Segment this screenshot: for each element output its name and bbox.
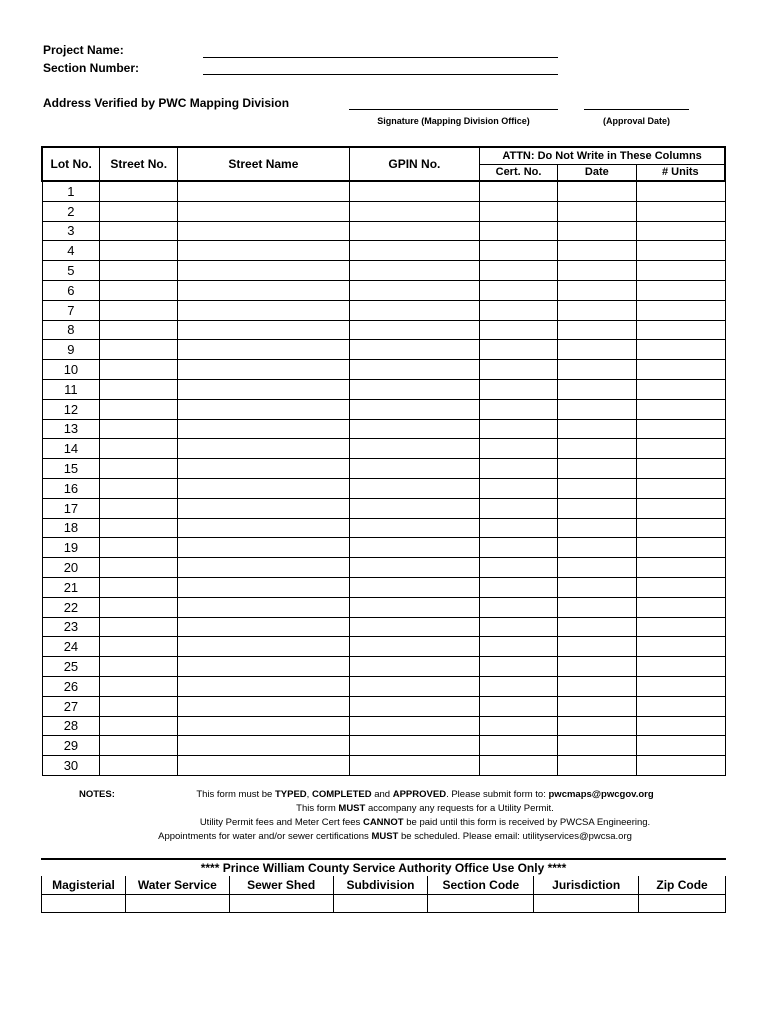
street-name-cell[interactable] [178, 201, 349, 221]
street-name-cell[interactable] [178, 756, 349, 776]
units-cell[interactable] [636, 637, 725, 657]
date-cell[interactable] [557, 300, 636, 320]
date-cell[interactable] [557, 756, 636, 776]
date-cell[interactable] [557, 280, 636, 300]
street-no-cell[interactable] [100, 617, 178, 637]
units-cell[interactable] [636, 676, 725, 696]
street-no-cell[interactable] [100, 181, 178, 201]
units-cell[interactable] [636, 379, 725, 399]
units-cell[interactable] [636, 419, 725, 439]
col-header-street-name: Street Name [178, 147, 349, 181]
table-row [42, 518, 725, 538]
table-row [42, 637, 725, 657]
street-name-cell[interactable] [178, 360, 349, 380]
signature-field[interactable] [349, 109, 558, 110]
street-name-cell[interactable] [178, 617, 349, 637]
cert-no-cell[interactable] [480, 320, 558, 340]
lot-number: 26 [42, 676, 100, 696]
cert-no-cell[interactable] [480, 756, 558, 776]
date-cell[interactable] [557, 696, 636, 716]
street-no-cell[interactable] [100, 558, 178, 578]
notes-line-3: Utility Permit fees and Meter Cert fees CANNOT be paid until this form is received by PWCSA Engineering. [199, 817, 651, 828]
gpin-no-cell[interactable] [349, 459, 480, 479]
units-cell[interactable] [636, 538, 725, 558]
cert-no-cell[interactable] [480, 637, 558, 657]
units-cell[interactable] [636, 518, 725, 538]
street-no-cell[interactable] [100, 676, 178, 696]
units-cell[interactable] [636, 657, 725, 677]
gpin-no-cell[interactable] [349, 696, 480, 716]
office-col-water-service: Water Service [125, 876, 229, 894]
office-cell-jurisdiction[interactable] [534, 894, 639, 912]
cert-no-cell[interactable] [480, 360, 558, 380]
street-name-cell[interactable] [178, 518, 349, 538]
lot-number: 11 [42, 379, 100, 399]
lot-number: 28 [42, 716, 100, 736]
date-cell[interactable] [557, 261, 636, 281]
table-row [42, 439, 725, 459]
date-cell[interactable] [557, 617, 636, 637]
col-header-units: # Units [636, 164, 725, 181]
office-col-subdivision: Subdivision [333, 876, 428, 894]
gpin-no-cell[interactable] [349, 320, 480, 340]
street-name-cell[interactable] [178, 716, 349, 736]
units-cell[interactable] [636, 300, 725, 320]
street-name-cell[interactable] [178, 498, 349, 518]
street-name-cell[interactable] [178, 300, 349, 320]
gpin-no-cell[interactable] [349, 181, 480, 201]
col-header-cert-no: Cert. No. [480, 164, 558, 181]
cert-no-cell[interactable] [480, 617, 558, 637]
table-row [42, 201, 725, 221]
units-cell[interactable] [636, 696, 725, 716]
street-name-cell[interactable] [178, 676, 349, 696]
street-no-cell[interactable] [100, 399, 178, 419]
date-cell[interactable] [557, 478, 636, 498]
street-no-cell[interactable] [100, 696, 178, 716]
lot-number: 2 [42, 201, 100, 221]
street-no-cell[interactable] [100, 459, 178, 479]
date-cell[interactable] [557, 577, 636, 597]
cert-no-cell[interactable] [480, 716, 558, 736]
units-cell[interactable] [636, 558, 725, 578]
cert-no-cell[interactable] [480, 419, 558, 439]
lot-number: 15 [42, 459, 100, 479]
cert-no-cell[interactable] [480, 478, 558, 498]
office-col-magisterial: Magisterial [42, 876, 126, 894]
street-name-cell[interactable] [178, 597, 349, 617]
lot-number: 7 [42, 300, 100, 320]
attn-header: ATTN: Do Not Write in These Columns [480, 147, 725, 164]
street-no-cell[interactable] [100, 756, 178, 776]
table-row [42, 379, 725, 399]
street-name-cell[interactable] [178, 459, 349, 479]
gpin-no-cell[interactable] [349, 399, 480, 419]
lot-number: 19 [42, 538, 100, 558]
notes-line-4: Appointments for water and/or sewer certifications MUST be scheduled. Please email: utilityservices@pwcsa.org [158, 831, 632, 842]
cert-no-cell[interactable] [480, 379, 558, 399]
table-row [42, 360, 725, 380]
date-cell[interactable] [557, 379, 636, 399]
lot-number: 4 [42, 241, 100, 261]
cert-no-cell[interactable] [480, 261, 558, 281]
table-row [42, 696, 725, 716]
table-row [42, 538, 725, 558]
units-cell[interactable] [636, 280, 725, 300]
col-header-lot-no: Lot No. [42, 147, 100, 181]
section-number-field[interactable] [203, 74, 558, 75]
office-col-jurisdiction: Jurisdiction [534, 876, 639, 894]
table-row [42, 756, 725, 776]
section-number-label: Section Number: [43, 61, 140, 75]
date-cell[interactable] [557, 320, 636, 340]
table-row [42, 478, 725, 498]
street-no-cell[interactable] [100, 478, 178, 498]
street-name-cell[interactable] [178, 261, 349, 281]
lot-number: 25 [42, 657, 100, 677]
lot-number: 3 [42, 221, 100, 241]
cert-no-cell[interactable] [480, 340, 558, 360]
lot-number: 21 [42, 577, 100, 597]
office-divider [41, 858, 726, 860]
units-cell[interactable] [636, 181, 725, 201]
lot-number: 13 [42, 419, 100, 439]
street-no-cell[interactable] [100, 280, 178, 300]
table-row [42, 280, 725, 300]
table-row [42, 221, 725, 241]
units-cell[interactable] [636, 736, 725, 756]
date-cell[interactable] [557, 399, 636, 419]
street-name-cell[interactable] [178, 558, 349, 578]
date-cell[interactable] [557, 241, 636, 261]
units-cell[interactable] [636, 439, 725, 459]
gpin-no-cell[interactable] [349, 261, 480, 281]
street-name-cell[interactable] [178, 320, 349, 340]
project-name-field[interactable] [203, 57, 558, 58]
gpin-no-cell[interactable] [349, 241, 480, 261]
street-no-cell[interactable] [100, 300, 178, 320]
date-cell[interactable] [557, 716, 636, 736]
table-row [42, 617, 725, 637]
approval-date-caption: (Approval Date) [602, 116, 670, 126]
date-cell[interactable] [557, 498, 636, 518]
units-cell[interactable] [636, 201, 725, 221]
units-cell[interactable] [636, 320, 725, 340]
table-row [42, 558, 725, 578]
street-name-cell[interactable] [178, 181, 349, 201]
street-no-cell[interactable] [100, 201, 178, 221]
street-name-cell[interactable] [178, 439, 349, 459]
units-cell[interactable] [636, 716, 725, 736]
street-no-cell[interactable] [100, 241, 178, 261]
lot-number: 24 [42, 637, 100, 657]
date-cell[interactable] [557, 439, 636, 459]
lot-number: 6 [42, 280, 100, 300]
cert-no-cell[interactable] [480, 676, 558, 696]
gpin-no-cell[interactable] [349, 478, 480, 498]
gpin-no-cell[interactable] [349, 538, 480, 558]
gpin-no-cell[interactable] [349, 360, 480, 380]
street-name-cell[interactable] [178, 340, 349, 360]
gpin-no-cell[interactable] [349, 221, 480, 241]
lot-number: 14 [42, 439, 100, 459]
street-no-cell[interactable] [100, 320, 178, 340]
table-row [42, 498, 725, 518]
street-no-cell[interactable] [100, 261, 178, 281]
gpin-no-cell[interactable] [349, 577, 480, 597]
street-name-cell[interactable] [178, 637, 349, 657]
table-row [42, 241, 725, 261]
gpin-no-cell[interactable] [349, 637, 480, 657]
date-cell[interactable] [557, 459, 636, 479]
date-cell[interactable] [557, 558, 636, 578]
col-header-gpin-no: GPIN No. [349, 147, 480, 181]
lot-number: 22 [42, 597, 100, 617]
table-row [42, 320, 725, 340]
lot-number: 5 [42, 261, 100, 281]
table-row [42, 597, 725, 617]
street-name-cell[interactable] [178, 657, 349, 677]
office-use-title: **** Prince William County Service Authority Office Use Only **** [200, 861, 567, 875]
cert-no-cell[interactable] [480, 498, 558, 518]
cert-no-cell[interactable] [480, 538, 558, 558]
notes-line-2: This form MUST accompany any requests for a Utility Permit. [296, 803, 554, 814]
units-cell[interactable] [636, 459, 725, 479]
address-verified-label: Address Verified by PWC Mapping Division [43, 96, 290, 110]
cert-no-cell[interactable] [480, 657, 558, 677]
street-no-cell[interactable] [100, 597, 178, 617]
gpin-no-cell[interactable] [349, 498, 480, 518]
table-row [42, 716, 725, 736]
cert-no-cell[interactable] [480, 696, 558, 716]
date-cell[interactable] [557, 181, 636, 201]
street-no-cell[interactable] [100, 340, 178, 360]
lot-number: 16 [42, 478, 100, 498]
table-row [42, 340, 725, 360]
units-cell[interactable] [636, 360, 725, 380]
cert-no-cell[interactable] [480, 300, 558, 320]
table-row [42, 459, 725, 479]
gpin-no-cell[interactable] [349, 419, 480, 439]
date-cell[interactable] [557, 736, 636, 756]
units-cell[interactable] [636, 498, 725, 518]
cert-no-cell[interactable] [480, 459, 558, 479]
street-no-cell[interactable] [100, 379, 178, 399]
office-cell-subdivision[interactable] [333, 894, 428, 912]
notes-line-1: This form must be TYPED, COMPLETED and APPROVED. Please submit form to: pwcmaps@pwcgov.org [196, 789, 654, 800]
signature-caption: Signature (Mapping Division Office) [377, 116, 530, 126]
date-cell[interactable] [557, 518, 636, 538]
gpin-no-cell[interactable] [349, 439, 480, 459]
cert-no-cell[interactable] [480, 577, 558, 597]
date-cell[interactable] [557, 340, 636, 360]
office-col-sewer-shed: Sewer Shed [229, 876, 333, 894]
gpin-no-cell[interactable] [349, 676, 480, 696]
office-cell-zip-code[interactable] [639, 894, 726, 912]
table-row [42, 419, 725, 439]
date-cell[interactable] [557, 538, 636, 558]
lot-number: 20 [42, 558, 100, 578]
units-cell[interactable] [636, 756, 725, 776]
street-name-cell[interactable] [178, 399, 349, 419]
street-no-cell[interactable] [100, 736, 178, 756]
street-name-cell[interactable] [178, 280, 349, 300]
date-cell[interactable] [557, 657, 636, 677]
lot-number: 1 [42, 181, 100, 201]
date-cell[interactable] [557, 637, 636, 657]
street-name-cell[interactable] [178, 419, 349, 439]
gpin-no-cell[interactable] [349, 597, 480, 617]
cert-no-cell[interactable] [480, 280, 558, 300]
lot-number: 18 [42, 518, 100, 538]
units-cell[interactable] [636, 478, 725, 498]
approval-date-field[interactable] [584, 109, 689, 110]
table-row [42, 657, 725, 677]
date-cell[interactable] [557, 676, 636, 696]
gpin-no-cell[interactable] [349, 280, 480, 300]
gpin-no-cell[interactable] [349, 340, 480, 360]
date-cell[interactable] [557, 360, 636, 380]
cert-no-cell[interactable] [480, 597, 558, 617]
gpin-no-cell[interactable] [349, 716, 480, 736]
table-row [42, 676, 725, 696]
street-no-cell[interactable] [100, 716, 178, 736]
gpin-no-cell[interactable] [349, 657, 480, 677]
office-cell-sewer-shed[interactable] [229, 894, 333, 912]
units-cell[interactable] [636, 399, 725, 419]
gpin-no-cell[interactable] [349, 300, 480, 320]
office-cell-water-service[interactable] [125, 894, 229, 912]
street-no-cell[interactable] [100, 498, 178, 518]
cert-no-cell[interactable] [480, 241, 558, 261]
cert-no-cell[interactable] [480, 439, 558, 459]
table-row [42, 181, 725, 201]
gpin-no-cell[interactable] [349, 201, 480, 221]
lot-number: 12 [42, 399, 100, 419]
date-cell[interactable] [557, 221, 636, 241]
date-cell[interactable] [557, 419, 636, 439]
street-name-cell[interactable] [178, 538, 349, 558]
office-col-zip-code: Zip Code [639, 876, 726, 894]
table-row [42, 300, 725, 320]
street-name-cell[interactable] [178, 241, 349, 261]
street-no-cell[interactable] [100, 419, 178, 439]
street-no-cell[interactable] [100, 538, 178, 558]
cert-no-cell[interactable] [480, 558, 558, 578]
street-no-cell[interactable] [100, 577, 178, 597]
street-name-cell[interactable] [178, 379, 349, 399]
street-no-cell[interactable] [100, 439, 178, 459]
lot-number: 9 [42, 340, 100, 360]
cert-no-cell[interactable] [480, 221, 558, 241]
gpin-no-cell[interactable] [349, 518, 480, 538]
street-no-cell[interactable] [100, 657, 178, 677]
units-cell[interactable] [636, 577, 725, 597]
office-use-table [41, 876, 726, 913]
lot-number: 17 [42, 498, 100, 518]
submit-email-link[interactable]: pwcmaps@pwcgov.org [548, 789, 654, 800]
units-cell[interactable] [636, 261, 725, 281]
gpin-no-cell[interactable] [349, 379, 480, 399]
units-cell[interactable] [636, 340, 725, 360]
cert-no-cell[interactable] [480, 736, 558, 756]
notes-label: NOTES: [79, 789, 115, 800]
gpin-no-cell[interactable] [349, 617, 480, 637]
cert-no-cell[interactable] [480, 201, 558, 221]
street-name-cell[interactable] [178, 577, 349, 597]
cert-no-cell[interactable] [480, 399, 558, 419]
street-name-cell[interactable] [178, 696, 349, 716]
street-no-cell[interactable] [100, 637, 178, 657]
gpin-no-cell[interactable] [349, 558, 480, 578]
lot-table [41, 146, 726, 776]
table-row [42, 399, 725, 419]
units-cell[interactable] [636, 597, 725, 617]
date-cell[interactable] [557, 597, 636, 617]
date-cell[interactable] [557, 201, 636, 221]
lot-number: 27 [42, 696, 100, 716]
street-name-cell[interactable] [178, 478, 349, 498]
street-no-cell[interactable] [100, 221, 178, 241]
gpin-no-cell[interactable] [349, 736, 480, 756]
street-name-cell[interactable] [178, 221, 349, 241]
cert-no-cell[interactable] [480, 181, 558, 201]
units-cell[interactable] [636, 617, 725, 637]
street-name-cell[interactable] [178, 736, 349, 756]
lot-number: 10 [42, 360, 100, 380]
col-header-street-no: Street No. [100, 147, 178, 181]
table-row [42, 261, 725, 281]
street-no-cell[interactable] [100, 518, 178, 538]
street-no-cell[interactable] [100, 360, 178, 380]
cert-no-cell[interactable] [480, 518, 558, 538]
units-cell[interactable] [636, 241, 725, 261]
project-name-label: Project Name: [43, 43, 124, 57]
col-header-date: Date [557, 164, 636, 181]
lot-number: 8 [42, 320, 100, 340]
table-row [42, 736, 725, 756]
units-cell[interactable] [636, 221, 725, 241]
office-cell-section-code[interactable] [428, 894, 534, 912]
office-cell-magisterial[interactable] [42, 894, 126, 912]
office-col-section-code: Section Code [428, 876, 534, 894]
lot-number: 23 [42, 617, 100, 637]
table-row [42, 577, 725, 597]
lot-number: 30 [42, 756, 100, 776]
gpin-no-cell[interactable] [349, 756, 480, 776]
lot-number: 29 [42, 736, 100, 756]
